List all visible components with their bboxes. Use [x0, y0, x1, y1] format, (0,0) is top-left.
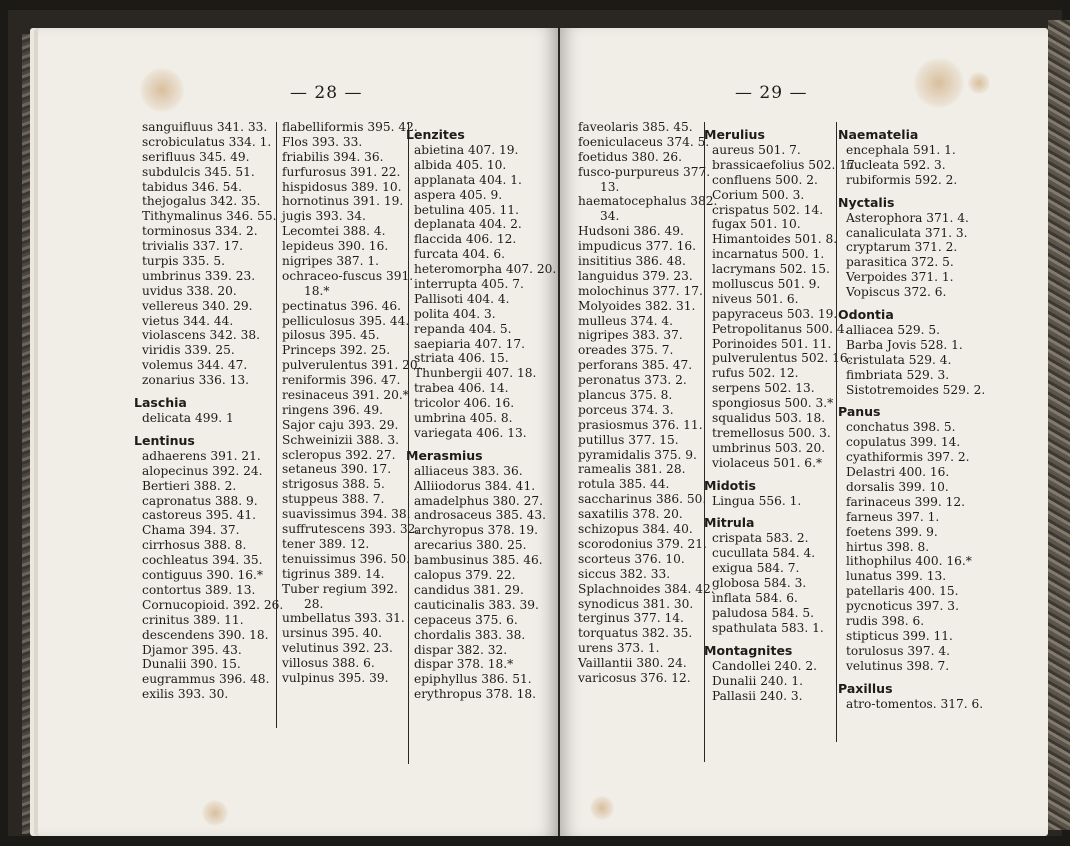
index-entry: Dunalii 390. 15. [142, 657, 241, 672]
foxing-stain [914, 58, 964, 108]
index-entry: Djamor 395. 43. [142, 642, 242, 657]
index-entry: exigua 584. 7. [712, 561, 800, 576]
index-entry: adhaerens 391. 21. [142, 448, 261, 463]
index-entry: umbrina 405. 8. [414, 411, 513, 426]
index-entry: porceus 374. 3. [578, 402, 674, 417]
index-entry: rufus 502. 12. [712, 366, 799, 381]
index-entry: nucleata 592. 3. [846, 157, 946, 172]
index-entry: encephala 591. 1. [846, 143, 956, 157]
index-entry: hornotinus 391. 19. [282, 194, 404, 209]
index-entry: alliacea 529. 5. [846, 323, 941, 338]
index-entry: castoreus 395. 41. [142, 508, 256, 523]
index-entry: stipticus 399. 11. [846, 628, 953, 643]
index-entry: copulatus 399. 14. [846, 435, 961, 450]
index-entry: thejogalus 342. 35. [142, 194, 261, 209]
index-entry: contortus 389. 13. [142, 582, 256, 597]
index-entry: lithophilus 400. 16.* [846, 554, 972, 569]
index-entry: delicata 499. 1 [142, 411, 234, 426]
index-entry: atro-tomentos. 317. 6. [846, 696, 984, 711]
index-entry: cauticinalis 383. 39. [414, 597, 539, 612]
index-entry: umbellatus 393. 31. [282, 611, 405, 626]
index-entry: Hudsoni 386. 49. [578, 224, 684, 239]
index-entry: Thunbergii 407. 18. [414, 366, 537, 381]
index-entry: amadelphus 380. 27. [414, 493, 544, 508]
index-entry: cryptarum 371. 2. [846, 240, 958, 255]
index-entry: varicosus 376. 12. [578, 670, 691, 685]
index-entry: rubiformis 592. 2. [846, 172, 958, 187]
index-entry: ochraceo-fuscus 391. [282, 268, 414, 283]
index-entry: Alliiodorus 384. 41. [414, 478, 536, 493]
left-page [38, 28, 558, 836]
index-entry: inflata 584. 6. [712, 591, 798, 606]
index-entry: 18.* [304, 283, 330, 298]
index-entry: fusco-purpureus 377. [578, 164, 711, 179]
index-entry: tenuissimus 396. 50. [282, 551, 411, 566]
index-entry: ursinus 395. 40. [282, 626, 383, 641]
foxing-stain [590, 796, 614, 820]
genus-heading: Merulius [704, 127, 765, 142]
index-entry: canaliculata 371. 3. [846, 225, 968, 240]
index-entry: torminosus 334. 2. [142, 224, 258, 239]
index-entry: eugrammus 396. 48. [142, 672, 270, 687]
index-entry: hispidosus 389. 10. [282, 179, 402, 194]
index-entry: parasitica 372. 5. [846, 255, 954, 270]
index-entry: Sajor caju 393. 29. [282, 417, 399, 432]
index-entry: flaccida 406. 12. [414, 232, 517, 247]
index-entry: variegata 406. 13. [414, 425, 527, 440]
index-entry: viridis 339. 25. [142, 343, 235, 358]
index-entry: Asterophora 371. 4. [846, 210, 969, 225]
index-entry: papyraceus 503. 19. [712, 306, 838, 321]
marbled-cover-right [1048, 20, 1070, 830]
index-entry: repanda 404. 5. [414, 321, 512, 336]
index-entry: epiphyllus 386. 51. [414, 672, 532, 687]
index-entry: ringens 396. 49. [282, 402, 383, 417]
index-entry: scleropus 392. 27. [282, 447, 396, 462]
index-entry: tigrinus 389. 14. [282, 566, 385, 581]
index-entry: uvidus 338. 20. [142, 283, 237, 298]
index-entry: umbrinus 339. 23. [142, 268, 256, 283]
index-entry: foeniculaceus 374. 5. [578, 134, 710, 149]
index-column [406, 120, 557, 702]
index-entry: languidus 379. 23. [578, 268, 693, 283]
genus-heading: Odontia [838, 307, 894, 323]
index-entry: dorsalis 399. 10. [846, 480, 949, 495]
index-entry: alopecinus 392. 24. [142, 463, 263, 478]
index-entry: cyathiformis 397. 2. [846, 450, 970, 465]
index-entry: androsaceus 385. 43. [414, 508, 547, 523]
index-entry: velutinus 398. 7. [846, 658, 950, 673]
index-column [570, 120, 718, 686]
index-entry: Petropolitanus 500. 4. [712, 321, 849, 336]
foxing-stain [202, 800, 228, 826]
index-entry: Tuber regium 392. [282, 581, 398, 596]
index-entry: cirrhosus 388. 8. [142, 538, 247, 553]
index-entry: haematocephalus 382. [578, 194, 718, 209]
index-entry: dispar 378. 18.* [414, 657, 514, 672]
index-entry: hirtus 398. 8. [846, 539, 930, 554]
index-entry: candidus 381. 29. [414, 582, 524, 597]
index-entry: Corium 500. 3. [712, 187, 805, 202]
index-entry: suavissimus 394. 38. [282, 507, 411, 522]
index-entry: striata 406. 15. [414, 351, 509, 366]
genus-heading: Panus [838, 404, 881, 420]
index-entry: 13. [600, 179, 620, 194]
index-entry: crinitus 389. 11. [142, 612, 244, 627]
index-entry: perforans 385. 47. [578, 358, 693, 373]
index-entry: cristulata 529. 4. [846, 352, 952, 367]
index-entry: squalidus 503. 18. [712, 411, 826, 426]
index-entry: faveolaris 385. 45. [578, 120, 693, 134]
genus-heading: Montagnites [704, 642, 793, 658]
index-entry: furfurosus 391. 22. [282, 164, 401, 179]
index-entry: Splachnoides 384. 42. [578, 581, 715, 596]
index-entry: mulleus 374. 4. [578, 313, 674, 328]
foxing-stain [968, 72, 990, 94]
index-entry: scorodonius 379. 21. [578, 536, 707, 551]
index-entry: saxatilis 378. 20. [578, 507, 683, 522]
genus-heading: Merasmius [406, 447, 483, 463]
column-rule [836, 122, 837, 742]
index-entry: reniformis 396. 47. [282, 373, 401, 388]
index-entry: nigripes 387. 1. [282, 254, 380, 269]
index-entry: torquatus 382. 35. [578, 626, 693, 641]
index-entry: flabelliformis 395. 42. [282, 120, 418, 134]
index-entry: scorteus 376. 10. [578, 551, 685, 566]
index-entry: scrobiculatus 334. 1. [142, 134, 272, 149]
index-entry: foetens 399. 9. [846, 524, 938, 539]
index-entry: globosa 584. 3. [712, 576, 807, 591]
index-entry: polita 404. 3. [414, 306, 496, 321]
index-entry: confluens 500. 2. [712, 172, 818, 187]
index-entry: Vopiscus 372. 6. [846, 285, 947, 300]
index-entry: violaceus 501. 6.* [712, 455, 823, 470]
index-entry: arecarius 380. 25. [414, 538, 527, 553]
index-entry: villosus 388. 6. [282, 656, 375, 671]
index-entry: serifluus 345. 49. [142, 149, 250, 164]
index-entry: Delastri 400. 16. [846, 465, 950, 480]
index-entry: pycnoticus 397. 3. [846, 599, 959, 614]
index-entry: Bertieri 388. 2. [142, 478, 237, 493]
index-entry: vulpinus 395. 39. [282, 670, 389, 685]
index-entry: contiguus 390. 16.* [142, 568, 263, 583]
index-entry: umbrinus 503. 20. [712, 440, 826, 455]
open-book [8, 10, 1062, 836]
index-entry: nigripes 383. 37. [578, 328, 683, 343]
index-entry: interrupta 405. 7. [414, 277, 524, 292]
index-column [274, 120, 422, 686]
index-entry: Barba Jovis 528. 1. [846, 337, 963, 352]
index-entry: peronatus 373. 2. [578, 373, 687, 388]
genus-heading: Paxillus [838, 680, 893, 696]
genus-heading: Nyctalis [838, 194, 895, 210]
index-entry: cochleatus 394. 35. [142, 553, 263, 568]
index-entry: pulverulentus 502. 16. [712, 351, 852, 366]
index-entry: exilis 393. 30. [142, 687, 229, 702]
index-entry: Verpoides 371. 1. [846, 270, 954, 285]
index-entry: chordalis 383. 38. [414, 627, 526, 642]
index-entry: vellereus 340. 29. [142, 298, 253, 313]
index-entry: Lecomtei 388. 4. [282, 224, 386, 239]
index-entry: farinaceus 399. 12. [846, 494, 966, 509]
index-entry: torulosus 397. 4. [846, 643, 951, 658]
index-entry: Molyoides 382. 31. [578, 298, 696, 313]
index-entry: alliaceus 383. 36. [414, 463, 523, 478]
index-entry: lunatus 399. 13. [846, 569, 947, 584]
index-entry: descendens 390. 18. [142, 627, 269, 642]
index-entry: Chama 394. 37. [142, 523, 240, 538]
index-entry: velutinus 392. 23. [282, 641, 393, 656]
index-entry: synodicus 381. 30. [578, 596, 694, 611]
index-entry: spathulata 583. 1. [712, 620, 824, 635]
index-entry: molochinus 377. 17. [578, 283, 703, 298]
index-entry: farneus 397. 1. [846, 509, 940, 524]
index-entry: zonarius 336. 13. [142, 373, 249, 388]
index-entry: betulina 405. 11. [414, 202, 519, 217]
index-entry: brassicaefolius 502. 17. [712, 157, 859, 172]
index-entry: tricolor 406. 16. [414, 396, 515, 411]
index-entry: fimbriata 529. 3. [846, 367, 950, 382]
index-entry: volemus 344. 47. [142, 358, 248, 373]
right-page [560, 28, 1048, 836]
genus-heading: Mitrula [704, 515, 755, 531]
index-entry: saccharinus 386. 50. [578, 492, 707, 507]
index-entry: prasiosmus 376. 11. [578, 417, 703, 432]
index-entry: friabilis 394. 36. [282, 149, 384, 164]
index-entry: patellaris 400. 15. [846, 584, 959, 599]
index-entry: lepideus 390. 16. [282, 239, 389, 254]
index-entry: cucullata 584. 4. [712, 546, 816, 561]
index-entry: impudicus 377. 16. [578, 239, 697, 254]
index-entry: resinaceus 391. 20.* [282, 388, 409, 403]
index-entry: stuppeus 388. 7. [282, 492, 385, 507]
index-entry: spongiosus 500. 3.* [712, 396, 834, 411]
index-entry: tabidus 346. 54. [142, 179, 243, 194]
index-entry: urens 373. 1. [578, 641, 660, 656]
index-entry: vietus 344. 44. [142, 313, 234, 328]
index-entry: dispar 382. 32. [414, 642, 508, 657]
index-entry: Cornucopioid. 392. 26. [142, 597, 284, 612]
index-entry: Princeps 392. 25. [282, 343, 391, 358]
index-entry: rudis 398. 6. [846, 614, 925, 629]
index-entry: Himantoides 501. 8. [712, 232, 838, 247]
index-entry: albida 405. 10. [414, 157, 507, 172]
index-entry: foetidus 380. 26. [578, 149, 683, 164]
index-entry: Porinoides 501. 11. [712, 336, 832, 351]
index-entry: Pallasii 240. 3. [712, 688, 803, 703]
index-entry: saepiaria 407. 17. [414, 336, 525, 351]
index-entry: applanata 404. 1. [414, 172, 522, 187]
genus-heading: Lentinus [134, 432, 195, 448]
index-entry: deplanata 404. 2. [414, 217, 522, 232]
index-entry: molluscus 501. 9. [712, 277, 821, 292]
index-entry: jugis 393. 34. [282, 209, 366, 224]
index-entry: violascens 342. 38. [142, 328, 260, 343]
index-column [704, 120, 859, 703]
index-entry: incarnatus 500. 1. [712, 247, 825, 262]
index-entry: pectinatus 396. 46. [282, 298, 402, 313]
index-entry: ramealis 381. 28. [578, 462, 686, 477]
index-entry: Dunalii 240. 1. [712, 673, 803, 688]
index-entry: pilosus 395. 45. [282, 328, 380, 343]
index-entry: setaneus 390. 17. [282, 462, 392, 477]
index-entry: strigosus 388. 5. [282, 477, 385, 492]
index-entry: schizopus 384. 40. [578, 522, 693, 537]
index-entry: Lingua 556. 1. [712, 493, 802, 508]
index-entry: siccus 382. 33. [578, 566, 671, 581]
foxing-stain [140, 68, 184, 112]
index-entry: plancus 375. 8. [578, 388, 673, 403]
index-entry: serpens 502. 13. [712, 381, 815, 396]
index-entry: 28. [304, 596, 324, 611]
index-entry: Schweinizii 388. 3. [282, 432, 400, 447]
index-entry: cepaceus 375. 6. [414, 612, 518, 627]
index-entry: archyropus 378. 19. [414, 523, 538, 538]
index-entry: aspera 405. 9. [414, 187, 503, 202]
index-entry: Vaillantii 380. 24. [578, 656, 687, 671]
genus-heading: Naematelia [838, 127, 919, 142]
index-entry: lacrymans 502. 15. [712, 262, 830, 277]
index-entry: sanguifluus 341. 33. [142, 120, 268, 134]
index-entry: Pallisoti 404. 4. [414, 291, 510, 306]
index-entry: pelliculosus 395. 44. [282, 313, 410, 328]
index-column [134, 120, 284, 702]
index-entry: niveus 501. 6. [712, 291, 799, 306]
index-entry: terginus 377. 14. [578, 611, 684, 626]
index-entry: heteromorpha 407. 20. [414, 262, 557, 277]
index-entry: aureus 501. 7. [712, 143, 801, 157]
index-entry: turpis 335. 5. [142, 254, 226, 269]
index-entry: capronatus 388. 9. [142, 493, 258, 508]
page-number: — 29 — [735, 83, 808, 103]
index-entry: pyramidalis 375. 9. [578, 447, 697, 462]
index-entry: abietina 407. 19. [414, 143, 519, 157]
index-entry: insititius 386. 48. [578, 254, 686, 269]
index-entry: paludosa 584. 5. [712, 605, 814, 620]
index-entry: Flos 393. 33. [282, 134, 363, 149]
index-entry: 34. [600, 209, 620, 224]
index-column [838, 120, 988, 712]
index-entry: trabea 406. 14. [414, 381, 509, 396]
index-entry: trivialis 337. 17. [142, 239, 243, 254]
index-entry: Sistotremoides 529. 2. [846, 382, 986, 397]
page-number: — 28 — [290, 83, 363, 103]
genus-heading: Midotis [704, 477, 756, 493]
index-entry: pulverulentus 391. 20. [282, 358, 422, 373]
index-entry: subdulcis 345. 51. [142, 164, 255, 179]
index-entry: oreades 375. 7. [578, 343, 674, 358]
index-entry: Tithymalinus 346. 55. [142, 209, 277, 224]
index-entry: conchatus 398. 5. [846, 420, 956, 435]
index-entry: crispatus 502. 14. [712, 202, 824, 217]
index-entry: crispata 583. 2. [712, 531, 809, 546]
index-entry: suffrutescens 393. 32. [282, 522, 420, 537]
index-entry: Candollei 240. 2. [712, 658, 817, 673]
index-entry: bambusinus 385. 46. [414, 553, 543, 568]
index-entry: putillus 377. 15. [578, 432, 679, 447]
genus-heading: Laschia [134, 395, 187, 411]
genus-heading: Lenzites [406, 127, 465, 142]
index-entry: calopus 379. 22. [414, 568, 516, 583]
index-entry: furcata 404. 6. [414, 247, 505, 262]
index-entry: tremellosus 500. 3. [712, 425, 831, 440]
index-entry: rotula 385. 44. [578, 477, 670, 492]
index-entry: fugax 501. 10. [712, 217, 801, 232]
index-entry: erythropus 378. 18. [414, 687, 537, 702]
index-entry: tener 389. 12. [282, 536, 370, 551]
